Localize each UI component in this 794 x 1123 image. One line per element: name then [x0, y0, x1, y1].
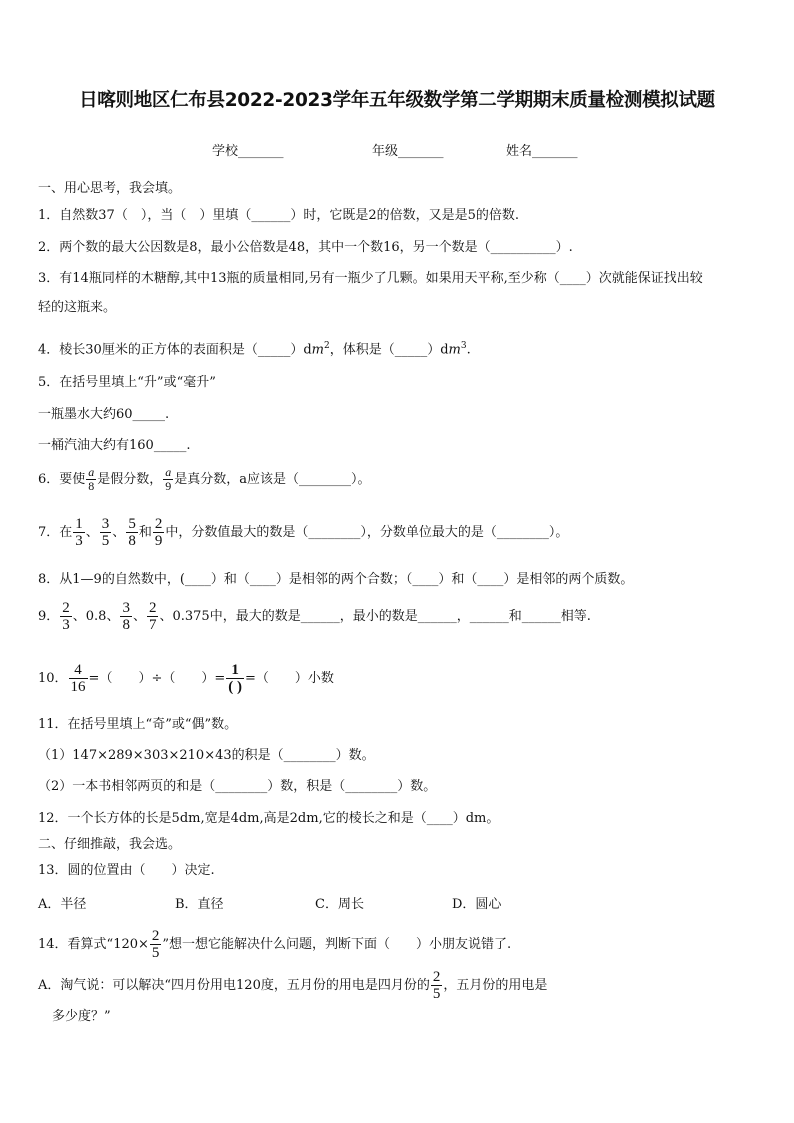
question-5-stem: 5．在括号里填上“升”或“毫升” — [38, 375, 216, 390]
question-8: 8．从1—9的自然数中，(____）和（____）是相邻的两个合数；（____）和（____）是相邻的两个质数。 — [38, 572, 634, 587]
fraction-2-5-option: $\frac{2}{5}$ — [432, 969, 441, 1002]
fraction-5-8: $\frac{5}{8}$ — [128, 516, 136, 549]
fraction-2-7: $\frac{2}{7}$ — [148, 600, 157, 633]
question-5-item-a: 一瓶墨水大约60_____. — [38, 407, 170, 422]
fraction-a-over-9: $\frac{a}{9}$ — [165, 465, 172, 493]
question-1: 1．自然数37（ ），当（ ）里填（______）时，它既是2的倍数，又是是5的倍数. — [38, 208, 519, 223]
name-field: 姓名_______ — [506, 144, 578, 159]
page-title: 日喀则地区仁布县2022-2023学年五年级数学第二学期期末质量检测模拟试题 — [79, 90, 715, 111]
question-11-part-1: （1）147×289×303×210×43的积是（________）数。 — [38, 748, 375, 763]
q13-option-d: D．圆心 — [452, 897, 502, 912]
q13-option-c: C．周长 — [315, 897, 364, 912]
question-9: 9． $\frac{2}{3}$ 、0.8、 $\frac{3}{8}$ 、 $\frac{2}{7}$ 、0.375中，最大的数是______，最小的数是______，______和______相等. — [38, 600, 591, 633]
question-14-stem: 14．看算式“120× $\frac{2}{5}$ ”想一想它能解决什么问题，判断下面（ ）小朋友说错了. — [38, 928, 512, 961]
question-3-line-2: 轻的这瓶来。 — [38, 300, 117, 315]
question-14-option-a-cont: 多少度？” — [52, 1009, 111, 1024]
fraction-2-9: $\frac{2}{9}$ — [154, 516, 163, 549]
section-heading-choice: 二、仔细推敲，我会选。 — [38, 837, 182, 852]
question-13-stem: 13．圆的位置由（ ）决定. — [38, 863, 215, 878]
q13-option-b: B．直径 — [175, 897, 224, 912]
question-11-part-2: （2）一本书相邻两页的和是（________）数，积是（________）数。 — [38, 779, 437, 794]
section-heading-fill: 一、用心思考，我会填。 — [38, 181, 182, 196]
fraction-3-8: $\frac{3}{8}$ — [122, 600, 130, 633]
fraction-a-over-8: $\frac{a}{8}$ — [88, 465, 95, 493]
question-6: 6．要使 $\frac{a}{8}$ 是假分数， $\frac{a}{9}$ 是真分数，a应该是（________）。 — [38, 465, 371, 493]
q13-option-a: A．半径 — [38, 897, 87, 912]
school-field: 学校_______ — [212, 144, 284, 159]
question-7: 7．在 $\frac{1}{3}$ 、 $\frac{3}{5}$ 、 $\frac{5}{8}$ 和 $\frac{2}{9}$ 中，分数值最大的数是（________），分数单位最大的是（________）。 — [38, 516, 569, 549]
question-4: 4．棱长30厘米的正方体的表面积是$(\_\_\_\_\_)dm^2$，体积是$(\_\_\_\_\_)dm^3$. — [38, 341, 471, 358]
fraction-4-16: $\frac{4}{16}$ — [70, 662, 86, 695]
question-12: 12．一个长方体的长是5dm,宽是4dm,高是2dm,它的棱长之和是（____）dm。 — [38, 811, 500, 826]
question-5-item-b: 一桶汽油大约有160_____. — [38, 438, 191, 453]
fraction-3-5: $\frac{3}{5}$ — [101, 516, 110, 549]
fraction-1-3: $\frac{1}{3}$ — [75, 516, 83, 549]
question-11-stem: 11．在括号里填上“奇”或“偶”数。 — [38, 717, 238, 732]
fraction-1-blank: $\frac{1}{( )}$ — [228, 662, 242, 695]
fraction-2-3: $\frac{2}{3}$ — [62, 600, 70, 633]
fraction-2-5: $\frac{2}{5}$ — [151, 928, 160, 961]
question-2: 2．两个数的最大公因数是8，最小公倍数是48，其中一个数16，另一个数是（__________）. — [38, 240, 573, 255]
question-3-line-1: 3．有14瓶同样的木糖醇,其中13瓶的质量相同,另有一瓶少了几颗。如果用天平称,至少称（____）次就能保证找出较 — [38, 271, 703, 286]
question-14-option-a: A．淘气说：可以解决“四月份用电120度，五月份的用电是四月份的 $\frac{2}{5}$ ，五月份的用电是 — [38, 969, 548, 1002]
grade-field: 年级_______ — [372, 144, 444, 159]
question-10: 10． $\frac{4}{16}$ =（ ）÷（ ）= $\frac{1}{( )}$ =（ ）小数 — [38, 662, 334, 695]
